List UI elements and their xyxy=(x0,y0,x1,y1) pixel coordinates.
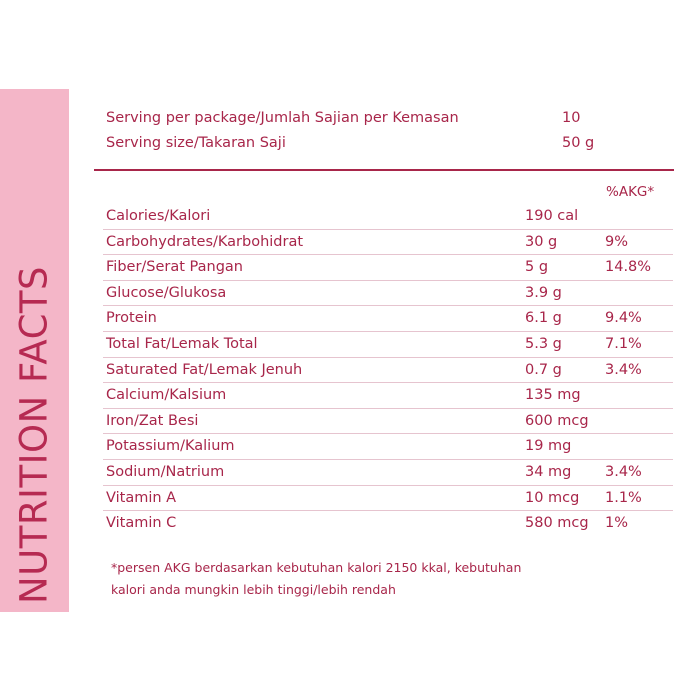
serving-size-row xyxy=(106,132,666,154)
nutrient-amount: 34 mg xyxy=(525,463,572,480)
nutrient-akg: 1.1% xyxy=(605,489,642,506)
nutrient-amount: 30 g xyxy=(525,233,558,250)
nutrient-row xyxy=(103,460,673,486)
nutrient-akg: 7.1% xyxy=(605,335,642,352)
nutrient-amount: 600 mcg xyxy=(525,412,589,429)
servings-per-package-row xyxy=(106,107,666,129)
nutrient-amount: 580 mcg xyxy=(525,515,589,532)
nutrient-akg: 14.8% xyxy=(605,259,652,276)
nutrient-row xyxy=(103,511,673,536)
nutrient-amount: 10 mcg xyxy=(525,489,580,506)
footnote-line: kalori anda mungkin lebih tinggi/lebih rendah xyxy=(111,582,396,597)
nutrient-akg: 3.4% xyxy=(605,361,642,378)
nutrient-name: Vitamin A xyxy=(106,489,177,506)
nutrient-row xyxy=(103,204,673,230)
nutrient-name: Calories/Kalori xyxy=(106,208,211,224)
nutrition-panel xyxy=(69,89,700,612)
nutrient-amount: 5 g xyxy=(525,259,549,276)
nutrient-name: Protein xyxy=(106,310,157,327)
servings-per-package-label: Serving per package/Jumlah Sajian per Kemasan xyxy=(106,110,459,126)
nutrient-name: Sodium/Natrium xyxy=(106,463,225,480)
nutrient-row xyxy=(103,332,673,358)
footnote-line: *persen AKG berdasarkan kebutuhan kalori 2150 kkal, kebutuhan xyxy=(111,560,522,575)
akg-footnote xyxy=(111,557,671,601)
nutrient-akg: 9% xyxy=(605,233,629,250)
nutrient-akg: 3.4% xyxy=(605,463,642,480)
nutrient-name: Fiber/Serat Pangan xyxy=(106,259,243,276)
nutrient-row xyxy=(103,383,673,409)
nutrient-row xyxy=(103,409,673,435)
nutrient-table xyxy=(103,204,673,536)
serving-size-label: Serving size/Takaran Saji xyxy=(106,135,286,151)
nutrient-akg: 9.4% xyxy=(605,310,642,327)
nutrient-amount: 3.9 g xyxy=(525,284,562,301)
nutrient-name: Potassium/Kalium xyxy=(106,438,235,455)
nutrient-row xyxy=(103,486,673,512)
nutrient-name: Vitamin C xyxy=(106,515,177,532)
nutrient-row xyxy=(103,230,673,256)
nutrient-amount: 135 mg xyxy=(525,387,581,404)
nutrient-name: Glucose/Glukosa xyxy=(106,284,227,301)
nutrient-amount: 5.3 g xyxy=(525,335,562,352)
nutrient-name: Total Fat/Lemak Total xyxy=(106,335,258,352)
nutrient-name: Carbohydrates/Karbohidrat xyxy=(106,233,304,250)
nutrient-row xyxy=(103,306,673,332)
nutrient-row xyxy=(103,255,673,281)
serving-size-value: 50 g xyxy=(562,135,595,151)
akg-column-header: %AKG* xyxy=(606,184,655,200)
nutrient-amount: 19 mg xyxy=(525,438,572,455)
servings-per-package-value: 10 xyxy=(562,110,581,126)
nutrient-amount: 0.7 g xyxy=(525,361,562,378)
nutrition-facts-title: NUTRITION FACTS xyxy=(12,265,56,605)
nutrient-name: Saturated Fat/Lemak Jenuh xyxy=(106,361,303,378)
nutrition-facts-sidebar xyxy=(0,89,69,612)
nutrient-name: Calcium/Kalsium xyxy=(106,387,227,404)
nutrient-row xyxy=(103,281,673,307)
section-divider xyxy=(94,169,674,171)
nutrient-row xyxy=(103,434,673,460)
nutrient-amount: 6.1 g xyxy=(525,310,562,327)
nutrient-row xyxy=(103,358,673,384)
nutrient-akg: 1% xyxy=(605,515,629,532)
nutrient-amount: 190 cal xyxy=(525,208,579,224)
nutrient-name: Iron/Zat Besi xyxy=(106,412,199,429)
